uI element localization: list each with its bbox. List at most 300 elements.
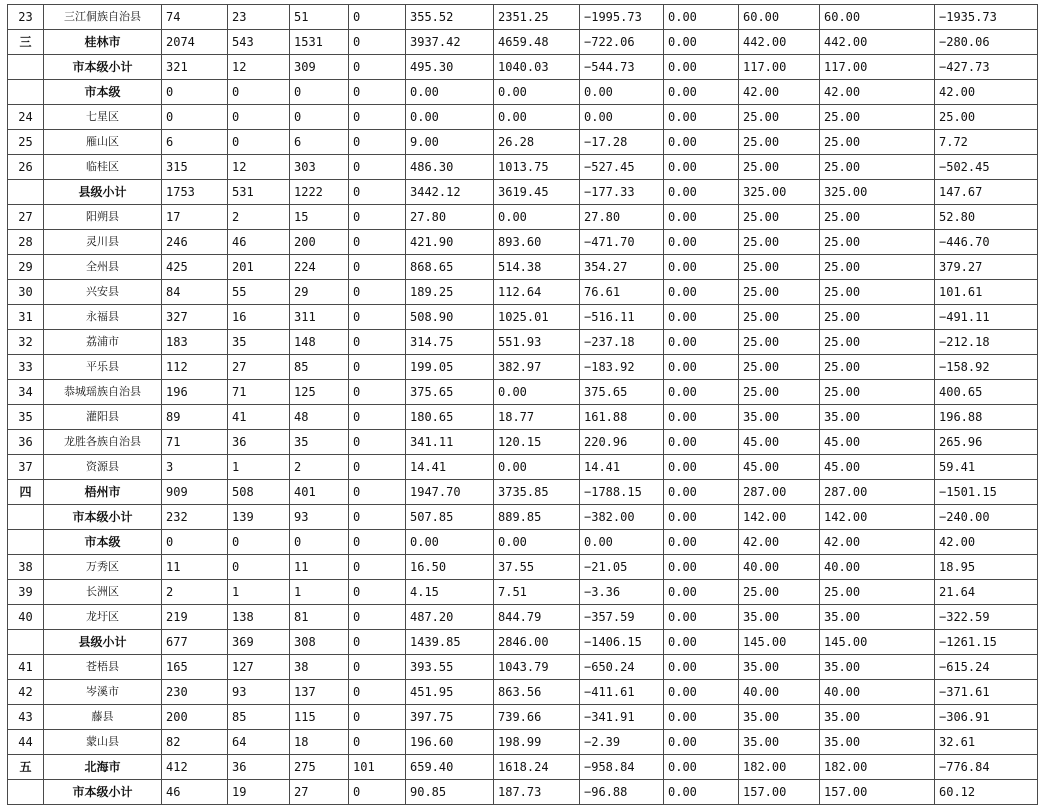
region-name-cell: 长洲区	[44, 580, 162, 605]
region-name-cell: 梧州市	[44, 480, 162, 505]
table-row	[8, 30, 1038, 55]
value-cell: 35.00	[820, 605, 935, 630]
value-cell: 201	[228, 255, 290, 280]
region-name-cell: 市本级小计	[44, 780, 162, 805]
table-row	[8, 255, 1038, 280]
value-cell: 38	[290, 655, 349, 680]
value-cell: 0.00	[664, 355, 739, 380]
value-cell: 0	[290, 80, 349, 105]
value-cell: 868.65	[406, 255, 494, 280]
value-cell: 51	[290, 5, 349, 30]
table-row	[8, 80, 1038, 105]
table-row	[8, 555, 1038, 580]
table-row	[8, 580, 1038, 605]
value-cell: 189.25	[406, 280, 494, 305]
value-cell: 19	[228, 780, 290, 805]
value-cell: 1040.03	[494, 55, 580, 80]
value-cell: 327	[162, 305, 228, 330]
value-cell: 486.30	[406, 155, 494, 180]
value-cell: 508	[228, 480, 290, 505]
value-cell: 25.00	[739, 305, 820, 330]
value-cell: 23	[228, 5, 290, 30]
region-name-cell: 龙圩区	[44, 605, 162, 630]
value-cell: 0	[228, 530, 290, 555]
value-cell: 145.00	[739, 630, 820, 655]
value-cell: 59.41	[935, 455, 1038, 480]
value-cell: 507.85	[406, 505, 494, 530]
value-cell: 35.00	[820, 405, 935, 430]
value-cell: 42.00	[935, 530, 1038, 555]
table-row	[8, 730, 1038, 755]
value-cell: 35.00	[820, 655, 935, 680]
table-row	[8, 405, 1038, 430]
value-cell: 182.00	[739, 755, 820, 780]
region-name-cell: 全州县	[44, 255, 162, 280]
value-cell: 0	[349, 655, 406, 680]
value-cell: 1753	[162, 180, 228, 205]
value-cell: 147.67	[935, 180, 1038, 205]
row-index-cell: 44	[8, 730, 44, 755]
region-name-cell: 三江侗族自治县	[44, 5, 162, 30]
value-cell: 3442.12	[406, 180, 494, 205]
value-cell: 117.00	[820, 55, 935, 80]
value-cell: 40.00	[820, 680, 935, 705]
value-cell: 0	[349, 255, 406, 280]
row-index-cell: 39	[8, 580, 44, 605]
table-row	[8, 505, 1038, 530]
value-cell: 25.00	[820, 305, 935, 330]
value-cell: 115	[290, 705, 349, 730]
row-index-cell: 24	[8, 105, 44, 130]
value-cell: 25.00	[739, 280, 820, 305]
table-row	[8, 530, 1038, 555]
value-cell: 42.00	[820, 530, 935, 555]
value-cell: 3	[162, 455, 228, 480]
value-cell: 2074	[162, 30, 228, 55]
value-cell: 74	[162, 5, 228, 30]
region-name-cell: 北海市	[44, 755, 162, 780]
region-name-cell: 资源县	[44, 455, 162, 480]
value-cell: 531	[228, 180, 290, 205]
value-cell: 0.00	[664, 205, 739, 230]
value-cell: 120.15	[494, 430, 580, 455]
value-cell: 314.75	[406, 330, 494, 355]
region-name-cell: 桂林市	[44, 30, 162, 55]
value-cell: 0	[349, 380, 406, 405]
value-cell: 543	[228, 30, 290, 55]
value-cell: 0.00	[664, 30, 739, 55]
value-cell: 35.00	[739, 705, 820, 730]
value-cell: 369	[228, 630, 290, 655]
value-cell: 0.00	[664, 580, 739, 605]
value-cell: 82	[162, 730, 228, 755]
value-cell: 12	[228, 55, 290, 80]
value-cell: 198.99	[494, 730, 580, 755]
value-cell: 0	[349, 480, 406, 505]
value-cell: 71	[228, 380, 290, 405]
value-cell: 200	[162, 705, 228, 730]
value-cell: 551.93	[494, 330, 580, 355]
value-cell: 85	[228, 705, 290, 730]
value-cell: 219	[162, 605, 228, 630]
table-row	[8, 755, 1038, 780]
table-row	[8, 155, 1038, 180]
value-cell: 187.73	[494, 780, 580, 805]
value-cell: 1043.79	[494, 655, 580, 680]
region-name-cell: 岑溪市	[44, 680, 162, 705]
value-cell: 40.00	[739, 680, 820, 705]
value-cell: 0.00	[406, 105, 494, 130]
row-index-cell: 27	[8, 205, 44, 230]
value-cell: 0	[349, 180, 406, 205]
value-cell: 52.80	[935, 205, 1038, 230]
value-cell: 0.00	[664, 630, 739, 655]
value-cell: 1222	[290, 180, 349, 205]
value-cell: −17.28	[580, 130, 664, 155]
value-cell: 9.00	[406, 130, 494, 155]
value-cell: 0	[228, 105, 290, 130]
value-cell: 37.55	[494, 555, 580, 580]
value-cell: 93	[228, 680, 290, 705]
value-cell: 25.00	[820, 280, 935, 305]
value-cell: −237.18	[580, 330, 664, 355]
value-cell: 127	[228, 655, 290, 680]
value-cell: −471.70	[580, 230, 664, 255]
value-cell: 508.90	[406, 305, 494, 330]
value-cell: 0.00	[664, 430, 739, 455]
value-cell: 60.00	[820, 5, 935, 30]
value-cell: 863.56	[494, 680, 580, 705]
region-name-cell: 雁山区	[44, 130, 162, 155]
value-cell: −527.45	[580, 155, 664, 180]
region-name-cell: 万秀区	[44, 555, 162, 580]
row-index-cell: 30	[8, 280, 44, 305]
table-row	[8, 5, 1038, 30]
table-row	[8, 705, 1038, 730]
value-cell: 35.00	[739, 605, 820, 630]
value-cell: 0.00	[664, 380, 739, 405]
value-cell: 393.55	[406, 655, 494, 680]
value-cell: 35	[228, 330, 290, 355]
value-cell: 487.20	[406, 605, 494, 630]
row-index-cell: 25	[8, 130, 44, 155]
value-cell: 0.00	[494, 530, 580, 555]
value-cell: 0	[349, 80, 406, 105]
value-cell: 844.79	[494, 605, 580, 630]
value-cell: 246	[162, 230, 228, 255]
value-cell: 60.00	[739, 5, 820, 30]
value-cell: 46	[228, 230, 290, 255]
value-cell: 375.65	[406, 380, 494, 405]
value-cell: 0	[349, 605, 406, 630]
value-cell: 196.88	[935, 405, 1038, 430]
value-cell: 1947.70	[406, 480, 494, 505]
region-name-cell: 阳朔县	[44, 205, 162, 230]
table-row	[8, 55, 1038, 80]
value-cell: 1	[290, 580, 349, 605]
value-cell: 7.51	[494, 580, 580, 605]
value-cell: 0	[349, 430, 406, 455]
value-cell: 0.00	[494, 105, 580, 130]
value-cell: 0.00	[664, 730, 739, 755]
value-cell: 2	[162, 580, 228, 605]
value-cell: 27	[228, 355, 290, 380]
value-cell: 0	[349, 405, 406, 430]
value-cell: 35.00	[739, 655, 820, 680]
value-cell: 157.00	[820, 780, 935, 805]
value-cell: 0	[349, 505, 406, 530]
value-cell: −177.33	[580, 180, 664, 205]
row-index-cell	[8, 180, 44, 205]
value-cell: 0	[349, 280, 406, 305]
value-cell: 0.00	[494, 80, 580, 105]
row-index-cell: 26	[8, 155, 44, 180]
value-cell: 495.30	[406, 55, 494, 80]
value-cell: 71	[162, 430, 228, 455]
value-cell: 0	[349, 555, 406, 580]
region-name-cell: 荔浦市	[44, 330, 162, 355]
value-cell: 0.00	[664, 55, 739, 80]
value-cell: 0	[162, 530, 228, 555]
value-cell: 889.85	[494, 505, 580, 530]
value-cell: −1261.15	[935, 630, 1038, 655]
value-cell: 893.60	[494, 230, 580, 255]
value-cell: 0	[349, 5, 406, 30]
value-cell: 442.00	[820, 30, 935, 55]
value-cell: 15	[290, 205, 349, 230]
value-cell: 18.77	[494, 405, 580, 430]
value-cell: 0.00	[664, 80, 739, 105]
value-cell: 401	[290, 480, 349, 505]
table-row	[8, 355, 1038, 380]
row-index-cell: 43	[8, 705, 44, 730]
value-cell: 0	[349, 680, 406, 705]
value-cell: 0	[349, 205, 406, 230]
value-cell: 341.11	[406, 430, 494, 455]
value-cell: 180.65	[406, 405, 494, 430]
row-index-cell: 42	[8, 680, 44, 705]
value-cell: 42.00	[935, 80, 1038, 105]
value-cell: 0.00	[664, 5, 739, 30]
value-cell: −1995.73	[580, 5, 664, 30]
value-cell: 25.00	[739, 230, 820, 255]
value-cell: 27	[290, 780, 349, 805]
value-cell: 0.00	[664, 105, 739, 130]
value-cell: 0.00	[494, 455, 580, 480]
value-cell: 0.00	[664, 130, 739, 155]
value-cell: −446.70	[935, 230, 1038, 255]
value-cell: 308	[290, 630, 349, 655]
value-cell: 76.61	[580, 280, 664, 305]
value-cell: 46	[162, 780, 228, 805]
value-cell: 421.90	[406, 230, 494, 255]
value-cell: 0	[290, 530, 349, 555]
region-name-cell: 县级小计	[44, 630, 162, 655]
value-cell: 0	[290, 105, 349, 130]
value-cell: 739.66	[494, 705, 580, 730]
value-cell: 0.00	[664, 155, 739, 180]
value-cell: 101.61	[935, 280, 1038, 305]
value-cell: 196	[162, 380, 228, 405]
value-cell: 25.00	[739, 105, 820, 130]
value-cell: 0	[349, 355, 406, 380]
region-name-cell: 龙胜各族自治县	[44, 430, 162, 455]
region-name-cell: 灵川县	[44, 230, 162, 255]
value-cell: 165	[162, 655, 228, 680]
value-cell: 200	[290, 230, 349, 255]
value-cell: 137	[290, 680, 349, 705]
value-cell: 1	[228, 455, 290, 480]
value-cell: 183	[162, 330, 228, 355]
value-cell: 1013.75	[494, 155, 580, 180]
value-cell: 0.00	[664, 530, 739, 555]
table-row	[8, 130, 1038, 155]
value-cell: 117.00	[739, 55, 820, 80]
value-cell: −1935.73	[935, 5, 1038, 30]
value-cell: 0.00	[664, 305, 739, 330]
value-cell: 42.00	[739, 80, 820, 105]
value-cell: 142.00	[739, 505, 820, 530]
value-cell: 25.00	[739, 155, 820, 180]
value-cell: 148	[290, 330, 349, 355]
value-cell: 157.00	[739, 780, 820, 805]
value-cell: −958.84	[580, 755, 664, 780]
value-cell: −240.00	[935, 505, 1038, 530]
row-index-cell: 28	[8, 230, 44, 255]
value-cell: −322.59	[935, 605, 1038, 630]
value-cell: 677	[162, 630, 228, 655]
value-cell: 12	[228, 155, 290, 180]
table-row	[8, 280, 1038, 305]
value-cell: 3735.85	[494, 480, 580, 505]
region-name-cell: 蒙山县	[44, 730, 162, 755]
value-cell: 25.00	[739, 255, 820, 280]
value-cell: 45.00	[739, 430, 820, 455]
table-row	[8, 455, 1038, 480]
value-cell: 321	[162, 55, 228, 80]
value-cell: 32.61	[935, 730, 1038, 755]
value-cell: 0.00	[664, 655, 739, 680]
value-cell: 0	[349, 305, 406, 330]
value-cell: 36	[228, 755, 290, 780]
value-cell: 25.00	[739, 355, 820, 380]
row-index-cell: 33	[8, 355, 44, 380]
value-cell: 25.00	[739, 205, 820, 230]
value-cell: 25.00	[820, 155, 935, 180]
value-cell: 315	[162, 155, 228, 180]
value-cell: 81	[290, 605, 349, 630]
value-cell: 6	[162, 130, 228, 155]
table-row	[8, 780, 1038, 805]
table-row	[8, 305, 1038, 330]
value-cell: 16.50	[406, 555, 494, 580]
value-cell: 0	[349, 630, 406, 655]
row-index-cell: 23	[8, 5, 44, 30]
value-cell: 25.00	[820, 205, 935, 230]
value-cell: 0	[349, 705, 406, 730]
value-cell: −382.00	[580, 505, 664, 530]
value-cell: −306.91	[935, 705, 1038, 730]
table-row	[8, 180, 1038, 205]
value-cell: 0	[349, 155, 406, 180]
value-cell: 35	[290, 430, 349, 455]
value-cell: −1788.15	[580, 480, 664, 505]
row-index-cell: 35	[8, 405, 44, 430]
table-row	[8, 630, 1038, 655]
table-row	[8, 655, 1038, 680]
value-cell: 4.15	[406, 580, 494, 605]
value-cell: 112.64	[494, 280, 580, 305]
row-index-cell: 36	[8, 430, 44, 455]
value-cell: 514.38	[494, 255, 580, 280]
value-cell: 425	[162, 255, 228, 280]
value-cell: 196.60	[406, 730, 494, 755]
value-cell: 325.00	[820, 180, 935, 205]
value-cell: −96.88	[580, 780, 664, 805]
row-index-cell	[8, 505, 44, 530]
region-name-cell: 灌阳县	[44, 405, 162, 430]
value-cell: −21.05	[580, 555, 664, 580]
value-cell: 25.00	[820, 105, 935, 130]
value-cell: 84	[162, 280, 228, 305]
region-name-cell: 市本级	[44, 80, 162, 105]
value-cell: 27.80	[406, 205, 494, 230]
value-cell: 303	[290, 155, 349, 180]
region-name-cell: 市本级	[44, 530, 162, 555]
value-cell: 0	[228, 130, 290, 155]
row-index-cell: 四	[8, 480, 44, 505]
value-cell: 6	[290, 130, 349, 155]
value-cell: 14.41	[580, 455, 664, 480]
value-cell: 25.00	[820, 580, 935, 605]
table-row	[8, 205, 1038, 230]
value-cell: −212.18	[935, 330, 1038, 355]
value-cell: 25.00	[739, 130, 820, 155]
value-cell: 64	[228, 730, 290, 755]
value-cell: 0.00	[406, 80, 494, 105]
value-cell: 0.00	[406, 530, 494, 555]
value-cell: 220.96	[580, 430, 664, 455]
value-cell: 138	[228, 605, 290, 630]
value-cell: 0.00	[664, 780, 739, 805]
value-cell: 45.00	[739, 455, 820, 480]
value-cell: 659.40	[406, 755, 494, 780]
value-cell: 161.88	[580, 405, 664, 430]
value-cell: 3937.42	[406, 30, 494, 55]
value-cell: 29	[290, 280, 349, 305]
value-cell: 41	[228, 405, 290, 430]
table-row	[8, 230, 1038, 255]
row-index-cell	[8, 630, 44, 655]
value-cell: 0.00	[664, 605, 739, 630]
value-cell: 0.00	[664, 480, 739, 505]
value-cell: 451.95	[406, 680, 494, 705]
row-index-cell	[8, 55, 44, 80]
value-cell: −371.61	[935, 680, 1038, 705]
data-table	[7, 4, 1038, 805]
value-cell: 0	[349, 330, 406, 355]
value-cell: −502.45	[935, 155, 1038, 180]
row-index-cell	[8, 780, 44, 805]
value-cell: −776.84	[935, 755, 1038, 780]
region-name-cell: 永福县	[44, 305, 162, 330]
value-cell: 0	[349, 130, 406, 155]
value-cell: 125	[290, 380, 349, 405]
value-cell: 16	[228, 305, 290, 330]
row-index-cell: 34	[8, 380, 44, 405]
value-cell: 35.00	[820, 730, 935, 755]
value-cell: 0	[349, 730, 406, 755]
